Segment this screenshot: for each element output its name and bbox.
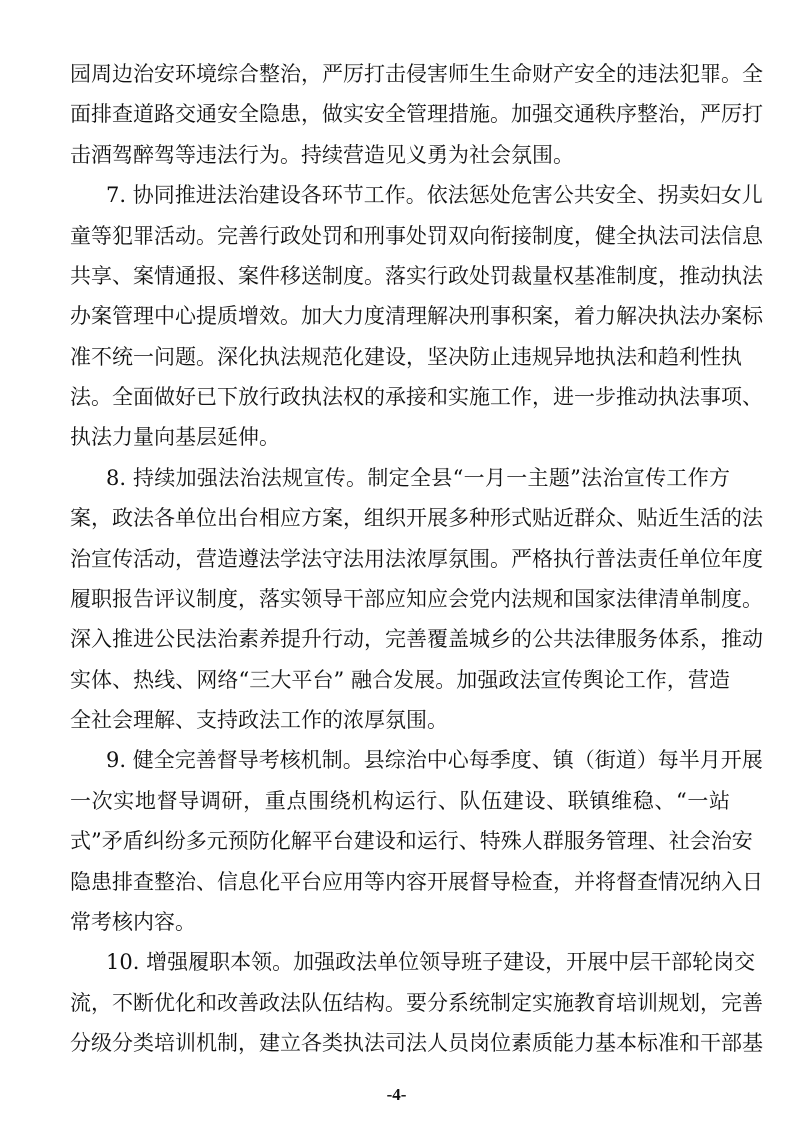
page-number: -4- <box>386 1085 407 1104</box>
paragraph-heading-10: 10. 增强履职本领。加强政法单位领导班子建设，开展中层干部轮岗交 <box>106 950 756 974</box>
text-line: 准不统一问题。深化执法规范化建设，坚决防止违规异地执法和趋利性执 <box>70 345 742 369</box>
paragraph-heading-8: 8. 持续加强法治法规宣传。制定全县“一月一主题”法治宣传工作方 <box>106 466 730 490</box>
paragraph-heading-9: 9. 健全完善督导考核机制。县综治中心每季度、镇（街道）每半月开展 <box>106 748 763 772</box>
text-line: 法。全面做好已下放行政执法权的承接和实施工作，进一步推动执法事项、 <box>70 385 763 409</box>
text-line: 治宣传活动，营造遵法学法守法用法浓厚氛围。严格执行普法责任单位年度 <box>70 547 763 571</box>
text-line: 共享、案情通报、案件移送制度。落实行政处罚裁量权基准制度，推动执法 <box>70 264 763 288</box>
text-line: 全社会理解、支持政法工作的浓厚氛围。 <box>70 708 448 732</box>
text-line: 流，不断优化和改善政法队伍结构。要分系统制定实施教育培训规划，完善 <box>70 991 763 1015</box>
paragraph-heading-7: 7. 协同推进法治建设各环节工作。依法惩处危害公共安全、拐卖妇女儿 <box>106 183 763 207</box>
text-line: 童等犯罪活动。完善行政处罚和刑事处罚双向衔接制度，健全执法司法信息 <box>70 224 763 248</box>
text-line: 园周边治安环境综合整治，严厉打击侵害师生生命财产安全的违法犯罪。全 <box>70 62 763 86</box>
text-line: 办案管理中心提质增效。加大力度清理解决刑事积案，着力解决执法办案标 <box>70 304 763 328</box>
text-line: 实体、热线、网络“三大平台” 融合发展。加强政法宣传舆论工作，营造 <box>70 668 730 692</box>
text-line: 深入推进公民法治素养提升行动，完善覆盖城乡的公共法律服务体系，推动 <box>70 627 763 651</box>
text-line: 常考核内容。 <box>70 910 196 934</box>
text-line: 面排查道路交通安全隐患，做实安全管理措施。加强交通秩序整治，严厉打 <box>70 102 763 126</box>
text-line: 式”矛盾纠纷多元预防化解平台建设和运行、特殊人群服务管理、社会治安 <box>70 829 753 853</box>
text-line: 分级分类培训机制，建立各类执法司法人员岗位素质能力基本标准和干部基 <box>70 1031 763 1055</box>
text-line: 隐患排查整治、信息化平台应用等内容开展督导检查，并将督查情况纳入日 <box>70 870 763 894</box>
text-line: 击酒驾醉驾等违法行为。持续营造见义勇为社会氛围。 <box>70 143 574 167</box>
text-line: 执法力量向基层延伸。 <box>70 425 280 449</box>
text-line: 案，政法各单位出台相应方案，组织开展多种形式贴近群众、贴近生活的法 <box>70 506 763 530</box>
text-line: 履职报告评议制度，落实领导干部应知应会党内法规和国家法律清单制度。 <box>70 587 763 611</box>
text-line: 一次实地督导调研，重点围绕机构运行、队伍建设、联镇维稳、“一站 <box>70 789 730 813</box>
